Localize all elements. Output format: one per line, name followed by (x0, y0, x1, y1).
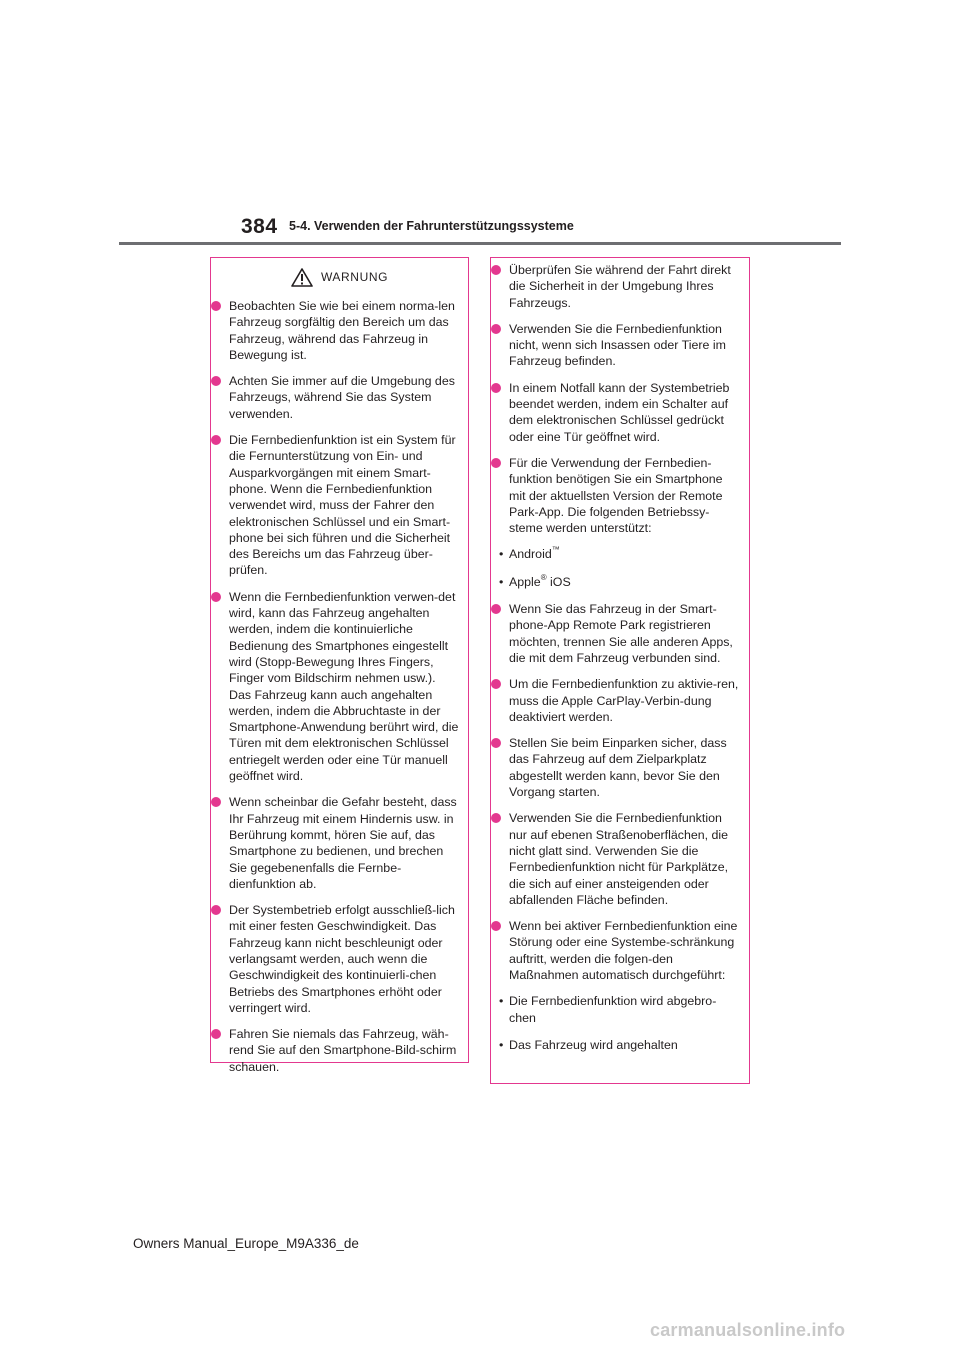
list-item-text: Verwenden Sie die Fernbedienfunktion nicht, wenn sich Insassen oder Tiere im Fahrzeug befinden. (509, 321, 726, 369)
list-item (219, 298, 460, 363)
warning-box-continued (490, 257, 750, 1084)
list-item (499, 455, 741, 536)
list-item-text: Für die Verwendung der Fernbedien-funktion benötigen Sie ein Smartphone mit der aktuellsten Version der Remote Park-App. Die folgenden Betriebssy-steme werden unterstützt: (509, 455, 723, 536)
footer-doc-id: Owners Manual_Europe_M9A336_de (133, 1236, 359, 1251)
page-number: 384 (241, 215, 278, 238)
list-item-text: Verwenden Sie die Fernbedienfunktion nur auf ebenen Straßenoberflächen, die nicht glatt sind. Verwenden Sie die Fernbedienfunktion nicht für Parkplätze, die sich auf einer ansteigenden oder abfallenden Fläche befinden. (509, 811, 729, 907)
os-android (499, 546, 741, 562)
list-item (219, 373, 460, 422)
warning-label: WARNUNG (320, 269, 389, 284)
list-item (219, 902, 460, 1016)
list-item-text: Wenn scheinbar die Gefahr besteht, dass Ihr Fahrzeug mit einem Hindernis usw. in Berührung kommt, hören Sie auf, das Smartphone zu bedienen, und brechen Sie gegebenenfalls die Fernbe-dienfunktion ab. (229, 795, 457, 891)
bullet-icon (211, 1029, 221, 1039)
bullet-icon (211, 905, 221, 915)
sub-bullet: • (499, 547, 504, 562)
list-item-text: Beobachten Sie wie bei einem norma-len Fahrzeug sorgfältig den Bereich um das Fahrzeug, während das Fahrzeug in Bewegung ist. (229, 299, 455, 362)
list-item (499, 262, 741, 311)
bullet-icon (491, 738, 501, 748)
bullet-icon (491, 813, 501, 823)
bullet-icon (491, 604, 501, 614)
list-item (219, 432, 460, 579)
header-rule (119, 242, 841, 245)
os-name: Android (509, 547, 552, 562)
list-item-text: Achten Sie immer auf die Umgebung des Fahrzeugs, während Sie das System verwenden. (229, 374, 455, 421)
list-item-text: Der Systembetrieb erfolgt ausschließ-lich mit einer festen Geschwindigkeit. Das Fahrzeug kann nicht beschleunigt oder verlangsamt werden, auch wenn die Geschwindigkeit des kontinuierli-chen Betriebs des Smartphones erhöht oder verringert wird. (229, 903, 455, 1015)
watermark: carmanualsonline.info (650, 1320, 846, 1340)
warning-header (219, 264, 460, 290)
os-apple (499, 574, 741, 590)
list-item (499, 735, 741, 800)
list-item-text: Die Fernbedienfunktion ist ein System für die Fernunterstützung von Ein- und Ausparkvorgängen mit einem Smart-phone. Wenn die Fernbedienfunktion verwendet wird, muss der Fahrer den elektronischen Schlüssel und ein Smart-phone bei sich führen und die Sicherheit des Bereichs um das Fahrzeug über-prüfen. (229, 433, 456, 578)
list-item-text: Wenn bei aktiver Fernbedienfunktion eine Störung oder eine Systembe-schränkung auftritt, werden die folgen-den Maßnahmen automatisch durchgeführt: (509, 919, 738, 982)
list-item (499, 380, 741, 445)
list-item-text: In einem Notfall kann der Systembetrieb beendet werden, indem ein Schalter auf dem elektronischen Schlüssel gedrückt oder eine Tür geöffnet wird. (509, 380, 730, 444)
list-item-text: Wenn die Fernbedienfunktion verwen-det wird, kann das Fahrzeug angehalten werden, indem die kontinuierliche Bedienung des Smartphones eingestellt wird (Stopp-Bewegung Ihres Fingers, Finger vom Bildschirm nehmen usw.). Das Fahrzeug kann auch angehalten werden, indem die Abbruchtaste in der Smartphone-Anwendung berührt wird, die Türen mit dem elektronischen Schlüssel entriegelt werden oder eine Tür manuell geöffnet wird. (229, 589, 459, 784)
bullet-icon (211, 301, 221, 311)
os-name: Apple (509, 574, 541, 589)
sub-item (499, 1037, 741, 1053)
bullet-icon (491, 921, 501, 931)
list-item (219, 1026, 460, 1075)
sub-bullet: • (499, 994, 504, 1009)
warning-list (219, 298, 460, 1075)
bullet-icon (491, 679, 501, 689)
warning-box (210, 257, 469, 1074)
bullet-icon (491, 265, 501, 275)
list-item-text: Fahren Sie niemals das Fahrzeug, wäh-rend Sie auf den Smartphone-Bild-schirm schauen. (229, 1027, 457, 1074)
bullet-icon (491, 324, 501, 334)
list-item (219, 589, 460, 785)
list-item (219, 794, 460, 892)
list-item-text: Überprüfen Sie während der Fahrt direkt die Sicherheit in der Umgebung Ihres Fahrzeugs. (509, 263, 731, 310)
os-suffix: iOS (546, 574, 571, 589)
list-item-text: Um die Fernbedienfunktion zu aktivie-ren, muss die Apple CarPlay-Verbin-dung deaktiviert werden. (509, 677, 739, 724)
warning-triangle-icon (291, 268, 313, 287)
sub-item-text: Das Fahrzeug wird angehalten (509, 1037, 678, 1052)
sub-bullet: • (499, 1037, 504, 1052)
list-item (499, 601, 741, 666)
list-item (499, 676, 741, 725)
section-title: 5-4. Verwenden der Fahrunterstützungssysteme (289, 219, 574, 233)
bullet-icon (211, 435, 221, 445)
trademark-mark: ™ (551, 545, 560, 555)
bullet-icon (211, 592, 221, 602)
registered-mark: ® (540, 572, 547, 582)
bullet-icon (211, 797, 221, 807)
list-item (499, 321, 741, 370)
sub-item (499, 993, 741, 1026)
list-item-text: Wenn Sie das Fahrzeug in der Smart-phone-App Remote Park registrieren möchten, trennen Sie alle anderen Apps, die mit dem Fahrzeug verbunden sind. (509, 602, 733, 665)
sub-item-text: Die Fernbedienfunktion wird abgebro-chen (509, 994, 717, 1025)
list-item (499, 810, 741, 908)
sub-bullet: • (499, 574, 504, 589)
list-item-text: Stellen Sie beim Einparken sicher, dass das Fahrzeug auf dem Zielparkplatz abgestellt werden kann, bevor Sie den Vorgang starten. (509, 736, 727, 800)
bullet-icon (211, 376, 221, 386)
bullet-icon (491, 458, 501, 468)
list-item (499, 918, 741, 983)
bullet-icon (491, 383, 501, 393)
